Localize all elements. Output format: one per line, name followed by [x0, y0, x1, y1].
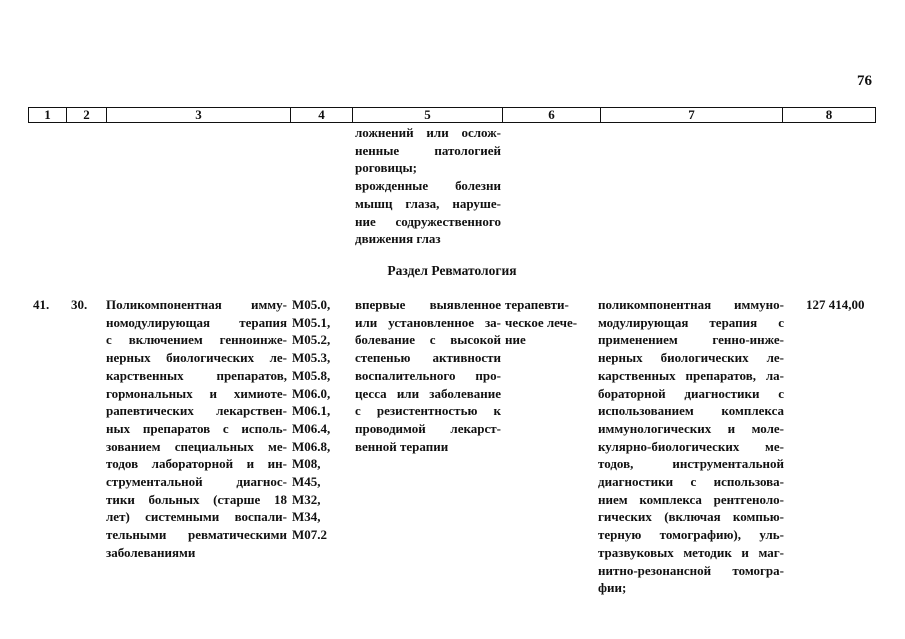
- row-method-name: Поликомпонентная имму- номодулирующая терапия с включением генноинже- нерных биологических ле- карственных препаратов, гормональных и химиоте- рапевтических лекарствен- ных препаратов с исполь- зованием специальных ме- тодов лабораторной и ин- струментальной диагнос- тики больных (старше 18 лет) системными воспали- тельными ревматическими заболеваниями: [106, 297, 287, 560]
- header-col-8: 8: [825, 107, 833, 122]
- row-treatment-type: терапевти- ческое лече- ние: [505, 297, 578, 348]
- table-header-row: [28, 107, 876, 123]
- row-number: 41.: [33, 297, 50, 312]
- row-patient-model: впервые выявленное или установленное за- болевание с высокой степенью активности воспалительного про- цесса или заболевание с резистентностью к проводимой лекарст- венной терапии: [355, 297, 501, 454]
- section-title: Раздел Ревматология: [387, 263, 517, 278]
- header-col-7: 7: [601, 108, 783, 122]
- header-col-5: 5: [353, 108, 503, 122]
- row-treatment-method: поликомпонентная иммуно- модулирующая терапия с применением генно-инже- нерных биологических ле- карственных препаратов, ла- бораторной диагностики с использованием комплекса иммунологических и моле- кулярно-биологических ме- тодов, инструментальной диагностики с использова- нием комплекса рентгеноло- гических (включая компью- терную томографию), уль- тразвуковых методик и маг- нитно-резонансной томогра- фии;: [598, 297, 784, 596]
- row-subnumber: 30.: [71, 297, 88, 312]
- header-col-4: 4: [291, 108, 353, 122]
- row-cost: 127 414,00: [806, 297, 865, 312]
- header-col-6: 6: [503, 108, 601, 122]
- header-col-3: 3: [107, 108, 291, 122]
- continuation-col5: ложнений или ослож- ненные патологией роговицы; врожденные болезни мышц глаза, наруше- ние содружественного движения глаз: [355, 125, 501, 247]
- header-col-1: 1: [29, 108, 67, 122]
- header-col-2: 2: [67, 108, 107, 122]
- page-number: 76: [857, 73, 872, 89]
- row-icd-codes: M05.0, M05.1, M05.2, M05.3, M05.8, M06.0, M06.1, M06.4, M06.8, M08, M45, M32, M34, M07.2: [292, 297, 331, 543]
